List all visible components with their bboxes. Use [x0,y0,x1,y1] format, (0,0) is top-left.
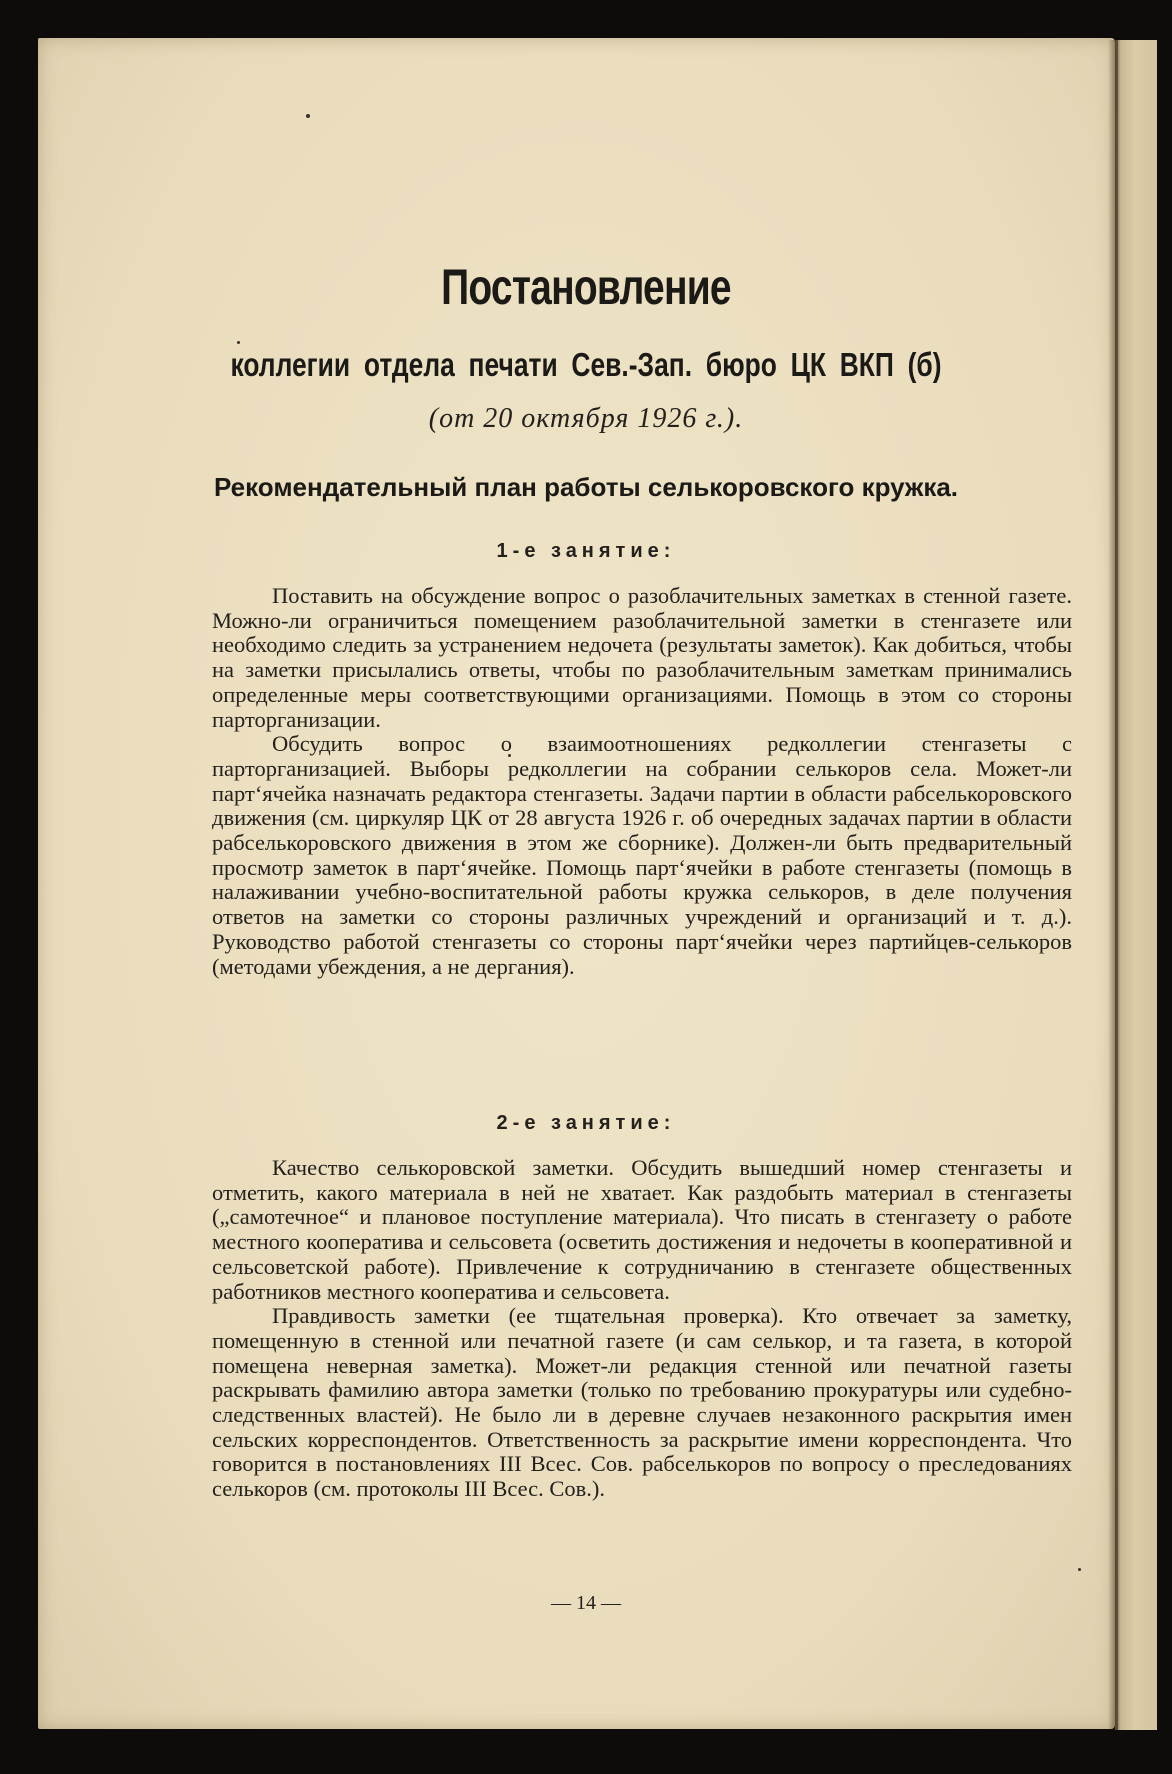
page-number: — 14 — [551,1592,621,1614]
section-2-body [212,1156,1072,1502]
document-date: (от 20 октября 1926 г.). [428,403,744,434]
facing-page-edge [1115,40,1157,1730]
binding-shadow [1108,40,1118,1730]
paragraph: Правдивость заметки (ее тщательная проверка). Кто отвечает за заметку, помещенную в стенной или печатной газете (и сам селькор, и та газета, в которой помещена неверная заметка). Может-ли редакция стенной или печатной газеты раскрывать фамилию автора заметки (только по требованию прокуратуры или судебно-следственных властей). Не было ли в деревне случаев незаконного раскрытия имен сельских корреспондентов. Ответственность за раскрытие имени корреспондента. Что говорится в постановлениях III Всес. Сов. рабселькоров по вопросу о преследованиях селькоров (см. протоколы III Всес. Сов.). [212,1303,1072,1502]
document-subtitle: коллегии отдела печати Сев.-Зап. бюро ЦК ВКП (б) [230,346,942,383]
section-1-heading: 1-е занятие: [496,540,676,562]
paragraph: Качество селькоровской заметки. Обсудить вышедший номер стенгазеты и отметить, какого материала в ней не хватает. Как раздобыть материал в стенгазеты („самотечное“ и плановое поступление материала). Что писать в стенгазету о работе местного кооператива и сельсовета (осветить достижения и недочеты в кооперативной и сельсоветской работе). Привлечение к сотрудничанию в стенгазете общественных работников местного кооператива и сельсовета. [212,1155,1072,1304]
paragraph: Обсудить вопрос о взаимоотношениях редколлегии стенгазеты с парторганизацией. Выборы редколлегии на собрании селькоров села. Может-ли парт‘ячейка назначать редактора стенгазеты. Задачи партии в области рабселькоровского движения (см. циркуляр ЦК от 28 августа 1926 г. об очередных задачах партии в области рабселькоровского движения в этом же сборнике). Должен-ли быть предварительный просмотр заметок в парт‘ячейке. Помощь парт‘ячейки в работе стенгазеты (помощь в налаживании учебно-воспитательной работы кружка селькоров, в деле получения ответов на заметки со стороны различных учреждений и организаций и т. д.). Руководство работой стенгазеты со стороны парт‘ячейки через партийцев-селькоров (методами убеждения, а не дергания). [212,731,1072,979]
paper-speck [306,114,310,118]
plan-title: Рекомендательный план работы селькоровского кружка. [213,472,959,502]
document-title: Постановление [441,259,731,315]
paragraph: Поставить на обсуждение вопрос о разоблачительных заметках в стенной газете. Можно-ли ограничиться помещением разоблачительной заметки в стенгазете или необходимо следить за устранением недочета (результаты заметок). Как добиться, чтобы на заметки присылались ответы, чтобы по разоблачительным заметкам принимались определенные меры соответствующими организациями. Помощь в этом со стороны парторганизации. [212,583,1072,732]
paper-speck [237,341,240,344]
section-2-heading: 2-е занятие: [496,1112,676,1134]
paper-speck [1078,1568,1081,1571]
section-1-body [212,584,1072,979]
